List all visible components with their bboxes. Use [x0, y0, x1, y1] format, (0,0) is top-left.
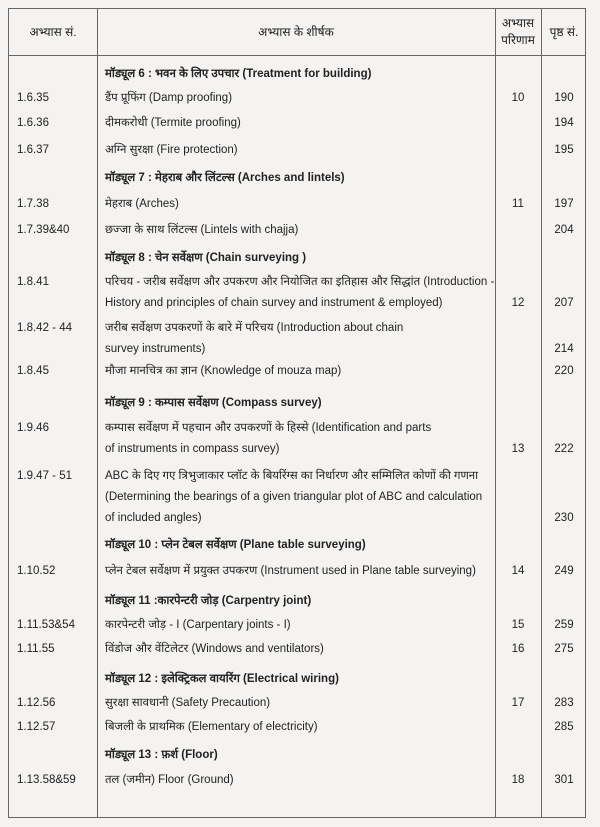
exercise-number: 1.13.58&59 — [17, 774, 76, 786]
exercise-number: 1.7.39&40 — [17, 224, 70, 236]
exercise-number: 1.12.57 — [17, 721, 56, 733]
exercise-title: विंडोज और वेंटिलेटर (Windows and ventilators) — [105, 643, 324, 655]
exercise-number: 1.8.45 — [17, 365, 49, 377]
exercise-number: 1.6.36 — [17, 117, 49, 129]
exercise-number: 1.7.38 — [17, 198, 49, 210]
page-number: 285 — [554, 721, 574, 733]
exercise-number: 1.12.56 — [17, 697, 56, 709]
exercise-title: कारपेन्टरी जोड़ - I (Carpentary joints - I) — [105, 619, 291, 631]
exercise-title: तल (जमीन) Floor (Ground) — [105, 774, 234, 786]
exercise-title: ABC के दिए गए त्रिभुजाकार प्लॉट के बियरिंग्स का निर्धारण और सम्मिलित कोणों की गणना — [105, 470, 479, 482]
header-outcome — [495, 9, 541, 55]
page-number: 190 — [554, 92, 574, 104]
page-number: 230 — [554, 512, 574, 524]
module-heading: मॉड्यूल 12 : इलेक्ट्रिकल वायरिंग (Electrical wiring) — [105, 673, 339, 685]
exercise-title: कम्पास सर्वेक्षण में पहचान और उपकरणों के हिस्से (Identification and parts — [105, 422, 432, 434]
exercise-title: सुरक्षा सावधानी (Safety Precaution) — [105, 697, 271, 709]
header-divider — [9, 55, 585, 56]
exercise-number: 1.6.37 — [17, 144, 49, 156]
module-heading: मॉड्यूल 6 : भवन के लिए उपचार (Treatment for building) — [105, 68, 372, 80]
page-number: 249 — [554, 565, 574, 577]
exercise-number: 1.8.41 — [17, 276, 49, 288]
exercise-title: परिचय - जरीब सर्वेक्षण और उपकरण और नियोजित का इतिहास और सिद्धांत (Introduction - — [105, 276, 495, 288]
column-divider — [97, 9, 98, 817]
exercise-title: छज्जा के साथ लिंटल्स (Lintels with chajja) — [105, 224, 299, 236]
exercise-number: 1.9.46 — [17, 422, 49, 434]
exercise-title-continued: History and principles of chain survey and instrument & employed) — [105, 297, 443, 309]
page-number: 197 — [554, 198, 574, 210]
exercise-title: बिजली के प्राथमिक (Elementary of electricity) — [105, 721, 318, 733]
learning-outcome: 11 — [512, 198, 524, 210]
learning-outcome: 12 — [511, 297, 525, 309]
exercise-title: प्लेन टेबल सर्वेक्षण में प्रयुक्त उपकरण (Instrument used in Plane table surveying) — [105, 565, 476, 577]
page-number: 204 — [554, 224, 574, 236]
page-number: 214 — [554, 343, 574, 355]
header-outcome-line1: अभ्यास — [501, 16, 535, 30]
learning-outcome: 17 — [511, 697, 525, 709]
page-number: 301 — [554, 774, 574, 786]
module-heading: मॉड्यूल 7 : मेहराब और लिंटल्स (Arches and lintels) — [105, 172, 345, 184]
page-number: 259 — [554, 619, 574, 631]
page-number: 275 — [554, 643, 574, 655]
module-heading: मॉड्यूल 8 : चेन सर्वेक्षण (Chain surveying ) — [105, 252, 307, 264]
exercise-title-continued: of instruments in compass survey) — [105, 443, 280, 455]
exercise-number: 1.6.35 — [17, 92, 49, 104]
contents-table — [8, 8, 586, 818]
header-exercise-title: अभ्यास के शीर्षक — [258, 24, 334, 39]
exercise-title-continued: of included angles) — [105, 512, 202, 524]
exercise-number: 1.11.53&54 — [17, 619, 75, 631]
page-number: 220 — [554, 365, 574, 377]
exercise-number: 1.10.52 — [17, 565, 56, 577]
exercise-number: 1.8.42 - 44 — [17, 322, 72, 334]
page-number: 207 — [554, 297, 574, 309]
exercise-title: मौजा मानचित्र का ज्ञान (Knowledge of mouza map) — [105, 365, 342, 377]
exercise-title: डैंप प्रूफिंग (Damp proofing) — [105, 92, 233, 104]
learning-outcome: 10 — [511, 92, 525, 104]
learning-outcome: 18 — [511, 774, 525, 786]
page-number: 283 — [554, 697, 574, 709]
module-heading: मॉड्यूल 11 :कारपेन्टरी जोड़ (Carpentry joint) — [105, 595, 312, 607]
header-exercise-no: अभ्यास सं. — [29, 24, 77, 39]
exercise-title-continued: survey instruments) — [105, 343, 206, 355]
exercise-title: अग्नि सुरक्षा (Fire protection) — [105, 144, 238, 156]
learning-outcome: 13 — [511, 443, 525, 455]
exercise-title: दीमकरोधी (Termite proofing) — [105, 117, 241, 129]
header-page-no: पृष्ठ सं. — [549, 24, 579, 39]
exercise-number: 1.9.47 - 51 — [17, 470, 72, 482]
page-number: 222 — [554, 443, 574, 455]
learning-outcome: 15 — [511, 619, 525, 631]
module-heading: मॉड्यूल 13 : फ़र्श (Floor) — [105, 749, 218, 761]
page-number: 194 — [554, 117, 574, 129]
module-heading: मॉड्यूल 10 : प्लेन टेबल सर्वेक्षण (Plane table surveying) — [105, 539, 366, 551]
page-number: 195 — [554, 144, 574, 156]
exercise-title: मेहराब (Arches) — [105, 198, 179, 210]
exercise-title-continued: (Determining the bearings of a given triangular plot of ABC and calculation — [105, 491, 483, 503]
module-heading: मॉड्यूल 9 : कम्पास सर्वेक्षण (Compass survey) — [105, 397, 322, 409]
learning-outcome: 16 — [511, 643, 525, 655]
exercise-number: 1.11.55 — [17, 643, 55, 655]
learning-outcome: 14 — [511, 565, 525, 577]
header-outcome-line2: परिणाम — [501, 33, 535, 47]
exercise-title: जरीब सर्वेक्षण उपकरणों के बारे में परिचय (Introduction about chain — [105, 322, 404, 334]
